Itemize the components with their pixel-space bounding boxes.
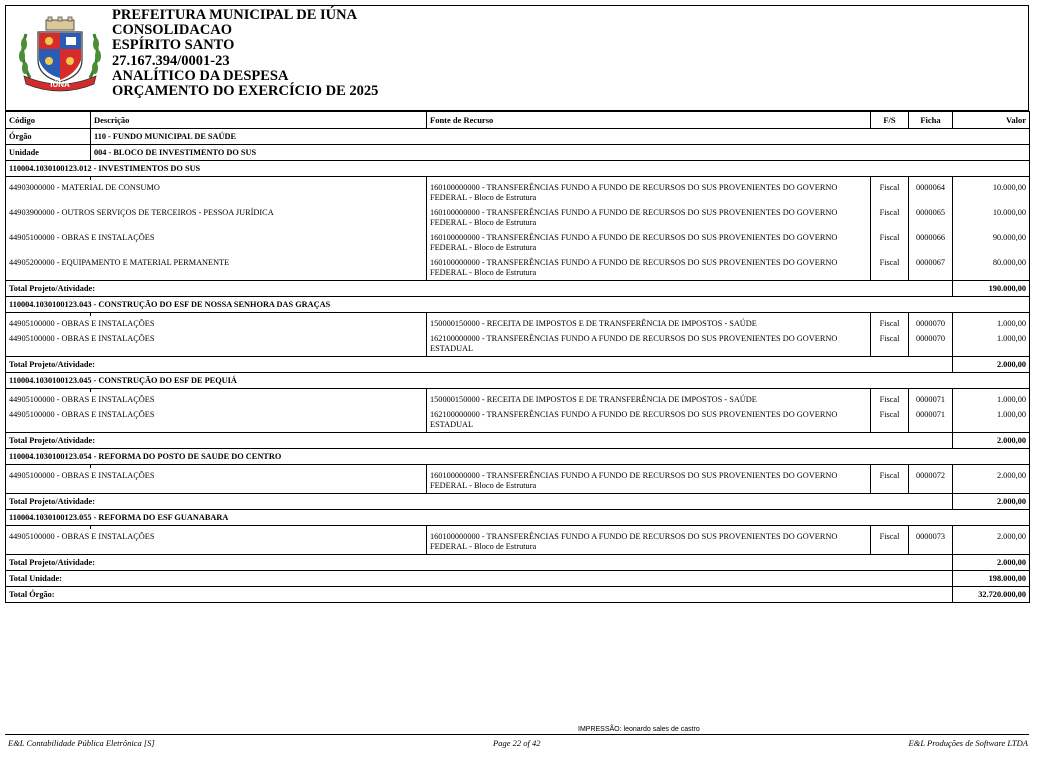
expense-description: 44903000000 - MATERIAL DE CONSUMO xyxy=(6,180,427,205)
entity-title: CONSOLIDACAO xyxy=(112,22,233,39)
project-total-value: 2.000,00 xyxy=(953,494,1030,510)
expense-ficha: 0000065 xyxy=(909,205,953,230)
project-total-label: Total Projeto/Atividade: xyxy=(6,494,953,510)
project-code: 110004.1030100123.055 xyxy=(9,512,92,522)
expense-ficha: 0000066 xyxy=(909,230,953,255)
crest-ribbon-text: IÚNA xyxy=(50,80,70,89)
expense-source: 162100000000 - TRANSFERÊNCIAS FUNDO A FUNDO DE RECURSOS DO SUS PROVENIENTES DO GOVERNO ESTADUAL xyxy=(427,331,871,357)
expense-source: 150000150000 - RECEITA DE IMPOSTOS E DE TRANSFERÊNCIA DE IMPOSTOS - SAÚDE xyxy=(427,392,871,407)
expense-row xyxy=(6,180,1030,205)
project-title: - REFORMA DO ESF GUANABARA xyxy=(91,512,229,522)
project-row xyxy=(6,373,1030,389)
expense-ficha: 0000064 xyxy=(909,180,953,205)
municipal-crest-logo xyxy=(16,16,104,92)
budget-year-title: ORÇAMENTO DO EXERCÍCIO DE 2025 xyxy=(112,83,379,100)
col-header-codigo: Código xyxy=(6,112,91,129)
project-row xyxy=(6,297,1030,313)
report-title-block xyxy=(112,8,378,99)
project-total-value: 190.000,00 xyxy=(953,281,1030,297)
expense-value: 2.000,00 xyxy=(953,468,1030,494)
footer-left-text: E&L Contabilidade Pública Eletrônica [S] xyxy=(8,738,155,748)
project-title-cell xyxy=(6,449,1030,465)
expense-ficha: 0000071 xyxy=(909,407,953,433)
expense-fs: Fiscal xyxy=(871,180,909,205)
expense-value: 1.000,00 xyxy=(953,331,1030,357)
project-title-cell xyxy=(6,373,1030,389)
col-header-ficha: Ficha xyxy=(909,112,953,129)
report-type-title: ANALÍTICO DA DESPESA xyxy=(112,67,289,84)
project-total-label: Total Projeto/Atividade: xyxy=(6,555,953,571)
municipality-title: PREFEITURA MUNICIPAL DE IÚNA xyxy=(112,7,358,23)
report-page xyxy=(5,5,1029,603)
table-header-row xyxy=(6,112,1030,129)
expense-row xyxy=(6,529,1030,555)
project-title-cell xyxy=(6,161,1030,177)
expense-value: 10.000,00 xyxy=(953,205,1030,230)
unidade-value: 004 - BLOCO DE INVESTIMENTO DO SUS xyxy=(91,145,1030,161)
project-title: - CONSTRUÇÃO DO ESF DE PEQUIÁ xyxy=(91,375,237,385)
expense-row xyxy=(6,316,1030,331)
orgao-value: 110 - FUNDO MUNICIPAL DE SAÚDE xyxy=(91,129,1030,145)
expense-row xyxy=(6,205,1030,230)
project-total-value: 2.000,00 xyxy=(953,555,1030,571)
expense-fs: Fiscal xyxy=(871,392,909,407)
summary-total-label: Total Unidade: xyxy=(6,571,953,587)
expense-row xyxy=(6,331,1030,357)
expense-ficha: 0000071 xyxy=(909,392,953,407)
expense-description: 44905100000 - OBRAS E INSTALAÇÕES xyxy=(6,230,427,255)
expense-fs: Fiscal xyxy=(871,205,909,230)
footer-divider xyxy=(5,734,1029,735)
expense-ficha: 0000072 xyxy=(909,468,953,494)
expense-source: 160100000000 - TRANSFERÊNCIAS FUNDO A FUNDO DE RECURSOS DO SUS PROVENIENTES DO GOVERNO FEDERAL - Bloco de Estrutura xyxy=(427,255,871,281)
footer-right-text: E&L Produções de Software LTDA xyxy=(908,738,1028,748)
expense-value: 80.000,00 xyxy=(953,255,1030,281)
expense-source: 160100000000 - TRANSFERÊNCIAS FUNDO A FUNDO DE RECURSOS DO SUS PROVENIENTES DO GOVERNO FEDERAL - Bloco de Estrutura xyxy=(427,468,871,494)
orgao-row xyxy=(6,129,1030,145)
expense-fs: Fiscal xyxy=(871,316,909,331)
expense-source: 160100000000 - TRANSFERÊNCIAS FUNDO A FUNDO DE RECURSOS DO SUS PROVENIENTES DO GOVERNO FEDERAL - Bloco de Estrutura xyxy=(427,230,871,255)
project-row xyxy=(6,510,1030,526)
expense-value: 90.000,00 xyxy=(953,230,1030,255)
expense-fs: Fiscal xyxy=(871,255,909,281)
summary-total-row xyxy=(6,571,1030,587)
project-row xyxy=(6,161,1030,177)
summary-total-row xyxy=(6,587,1030,603)
expense-ficha: 0000070 xyxy=(909,331,953,357)
expense-fs: Fiscal xyxy=(871,529,909,555)
expense-fs: Fiscal xyxy=(871,230,909,255)
summary-total-label: Total Órgão: xyxy=(6,587,953,603)
expense-row xyxy=(6,255,1030,281)
project-total-row xyxy=(6,555,1030,571)
project-title: - INVESTIMENTOS DO SUS xyxy=(91,163,201,173)
col-header-descricao: Descrição xyxy=(91,112,427,129)
expense-description: 44905100000 - OBRAS E INSTALAÇÕES xyxy=(6,316,427,331)
expense-source: 160100000000 - TRANSFERÊNCIAS FUNDO A FUNDO DE RECURSOS DO SUS PROVENIENTES DO GOVERNO FEDERAL - Bloco de Estrutura xyxy=(427,180,871,205)
expense-value: 1.000,00 xyxy=(953,316,1030,331)
col-header-valor: Valor xyxy=(953,112,1030,129)
expense-source: 160100000000 - TRANSFERÊNCIAS FUNDO A FUNDO DE RECURSOS DO SUS PROVENIENTES DO GOVERNO FEDERAL - Bloco de Estrutura xyxy=(427,529,871,555)
col-header-fonte: Fonte de Recurso xyxy=(427,112,871,129)
project-title-cell xyxy=(6,510,1030,526)
project-total-value: 2.000,00 xyxy=(953,433,1030,449)
summary-total-value: 32.720.000,00 xyxy=(953,587,1030,603)
expense-source: 160100000000 - TRANSFERÊNCIAS FUNDO A FUNDO DE RECURSOS DO SUS PROVENIENTES DO GOVERNO FEDERAL - Bloco de Estrutura xyxy=(427,205,871,230)
project-total-label: Total Projeto/Atividade: xyxy=(6,281,953,297)
project-total-label: Total Projeto/Atividade: xyxy=(6,357,953,373)
expense-description: 44905200000 - EQUIPAMENTO E MATERIAL PERMANENTE xyxy=(6,255,427,281)
cnpj-title: 27.167.394/0001-23 xyxy=(112,52,230,69)
project-title-cell xyxy=(6,297,1030,313)
project-code: 110004.1030100123.012 xyxy=(9,163,92,173)
expense-source: 162100000000 - TRANSFERÊNCIAS FUNDO A FUNDO DE RECURSOS DO SUS PROVENIENTES DO GOVERNO ESTADUAL xyxy=(427,407,871,433)
expense-row xyxy=(6,230,1030,255)
project-total-label: Total Projeto/Atividade: xyxy=(6,433,953,449)
expense-description: 44905100000 - OBRAS E INSTALAÇÕES xyxy=(6,468,427,494)
expense-ficha: 0000073 xyxy=(909,529,953,555)
project-code: 110004.1030100123.043 xyxy=(9,299,92,309)
project-code: 110004.1030100123.045 xyxy=(9,375,92,385)
orgao-label: Órgão xyxy=(6,129,91,145)
unidade-row xyxy=(6,145,1030,161)
expense-value: 2.000,00 xyxy=(953,529,1030,555)
project-total-row xyxy=(6,281,1030,297)
state-title: ESPÍRITO SANTO xyxy=(112,37,235,54)
expense-description: 44905100000 - OBRAS E INSTALAÇÕES xyxy=(6,392,427,407)
expense-row xyxy=(6,407,1030,433)
expense-value: 10.000,00 xyxy=(953,180,1030,205)
summary-total-value: 198.000,00 xyxy=(953,571,1030,587)
project-total-row xyxy=(6,433,1030,449)
project-total-value: 2.000,00 xyxy=(953,357,1030,373)
expense-source: 150000150000 - RECEITA DE IMPOSTOS E DE TRANSFERÊNCIA DE IMPOSTOS - SAÚDE xyxy=(427,316,871,331)
project-title: - REFORMA DO POSTO DE SAUDE DO CENTRO xyxy=(91,451,282,461)
expense-description: 44903900000 - OUTROS SERVIÇOS DE TERCEIROS - PESSOA JURÍDICA xyxy=(6,205,427,230)
expense-ficha: 0000067 xyxy=(909,255,953,281)
expense-row xyxy=(6,392,1030,407)
expense-fs: Fiscal xyxy=(871,407,909,433)
project-code: 110004.1030100123.054 xyxy=(9,451,92,461)
expense-description: 44905100000 - OBRAS E INSTALAÇÕES xyxy=(6,331,427,357)
project-total-row xyxy=(6,357,1030,373)
printed-by-note: IMPRESSÃO: leonardo sales de castro xyxy=(578,726,700,733)
report-header xyxy=(5,5,1029,111)
expense-fs: Fiscal xyxy=(871,331,909,357)
project-total-row xyxy=(6,494,1030,510)
col-header-fs: F/S xyxy=(871,112,909,129)
expense-fs: Fiscal xyxy=(871,468,909,494)
expense-value: 1.000,00 xyxy=(953,392,1030,407)
project-row xyxy=(6,449,1030,465)
expense-row xyxy=(6,468,1030,494)
expense-description: 44905100000 - OBRAS E INSTALAÇÕES xyxy=(6,407,427,433)
expense-value: 1.000,00 xyxy=(953,407,1030,433)
footer-page-number: Page 22 of 42 xyxy=(493,738,541,748)
unidade-label: Unidade xyxy=(6,145,91,161)
expense-table xyxy=(5,111,1030,603)
expense-ficha: 0000070 xyxy=(909,316,953,331)
expense-description: 44905100000 - OBRAS E INSTALAÇÕES xyxy=(6,529,427,555)
project-title: - CONSTRUÇÃO DO ESF DE NOSSA SENHORA DAS GRAÇAS xyxy=(91,299,331,309)
